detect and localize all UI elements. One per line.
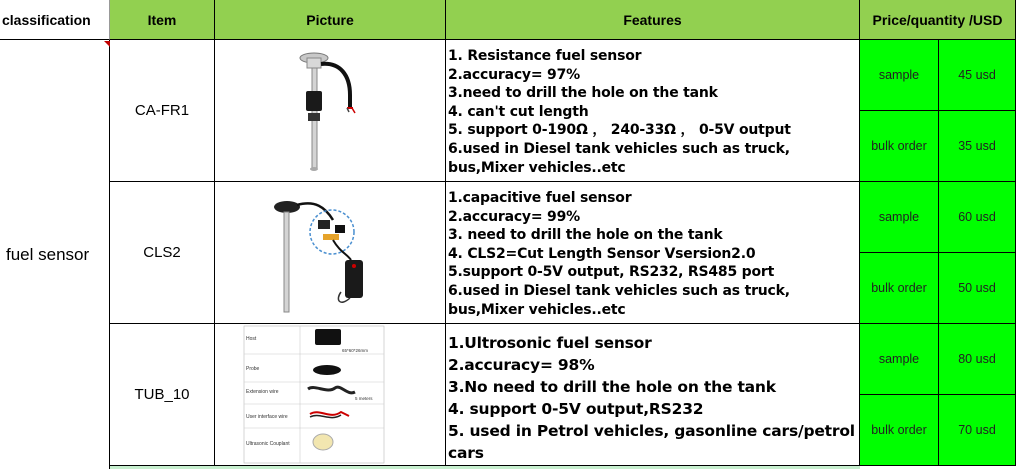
classification-label: fuel sensor	[6, 244, 90, 264]
feature-line: 5.support 0-5V output, RS232, RS485 port	[448, 264, 775, 281]
feature-line: 1. Resistance fuel sensor	[448, 48, 642, 64]
price-label-bulk: bulk order	[860, 395, 939, 466]
feature-line: 4. CLS2=Cut Length Sensor Vsersion2.0	[448, 245, 756, 262]
feature-line: 3.need to drill the hole on the tank	[448, 85, 718, 102]
kit-label-size: 65*60*26mm	[342, 348, 369, 353]
header-features: Features	[446, 0, 860, 40]
ultrasonic-kit-image	[215, 324, 445, 465]
feature-line: 6.used in Diesel tank vehicles such as truck, bus,Mixer vehicles..etc	[448, 282, 790, 318]
price-value-bulk: 50 usd	[939, 253, 1016, 324]
price-label-sample: sample	[860, 40, 939, 111]
features-tub10	[446, 324, 860, 466]
price-label-bulk: bulk order	[860, 111, 939, 182]
features-ca-fr1	[446, 40, 860, 182]
item-name: TUB_10	[134, 386, 190, 403]
price-value-sample: 45 usd	[939, 40, 1016, 111]
picture-cls2	[215, 182, 446, 324]
header-classification: classification	[0, 0, 110, 40]
item-cell-tub10	[110, 324, 215, 466]
feature-line: 5. support 0-190Ω ， 240-33Ω ， 0-5V output	[448, 122, 791, 139]
picture-tub10	[215, 324, 446, 466]
bottom-row-strip	[110, 465, 860, 469]
kit-label-extension: Extension wire	[246, 389, 279, 395]
features-cls2	[446, 182, 860, 324]
item-cell-cls2	[110, 182, 215, 324]
header-item: Item	[110, 0, 215, 40]
price-value-sample: 60 usd	[939, 182, 1016, 253]
header-price: Price/quantity /USD	[860, 0, 1016, 40]
feature-line: 2.accuracy= 98%	[448, 356, 595, 374]
feature-line: 2.accuracy= 97%	[448, 66, 580, 83]
price-value-bulk: 70 usd	[939, 395, 1016, 466]
price-label-sample: sample	[860, 182, 939, 253]
header-picture: Picture	[215, 0, 446, 40]
resistance-sensor-image	[215, 40, 445, 181]
feature-line: 3.No need to drill the hole on the tank	[448, 378, 776, 396]
feature-line: 3. need to drill the hole on the tank	[448, 227, 723, 244]
price-label-bulk: bulk order	[860, 253, 939, 324]
price-label-sample: sample	[860, 324, 939, 395]
kit-label-length: 5 meters	[355, 396, 373, 401]
item-name: CLS2	[143, 244, 181, 261]
item-name: CA-FR1	[134, 102, 190, 119]
kit-label-host: Host	[246, 336, 257, 342]
item-cell-ca-fr1	[110, 40, 215, 182]
kit-label-interface: User interface wire	[246, 414, 288, 420]
feature-line: 4. support 0-5V output,RS232	[448, 400, 704, 418]
price-value-sample: 80 usd	[939, 324, 1016, 395]
picture-ca-fr1	[215, 40, 446, 182]
feature-line: 1.capacitive fuel sensor	[448, 190, 632, 206]
feature-line: 2.accuracy= 99%	[448, 208, 580, 225]
classification-cell	[0, 40, 110, 469]
feature-line: 5. used in Petrol vehicles, gasonline cars/petrol cars	[448, 422, 855, 462]
price-value-bulk: 35 usd	[939, 111, 1016, 182]
feature-line: 6.used in Diesel tank vehicles such as truck, bus,Mixer vehicles..etc	[448, 140, 790, 176]
feature-line: 1.Ultrosonic fuel sensor	[448, 334, 652, 352]
kit-label-couplant: Ultrasonic Couplant	[246, 441, 290, 447]
kit-label-probe: Probe	[246, 366, 260, 372]
capacitive-sensor-image	[215, 182, 445, 323]
feature-line: 4. can't cut length	[448, 103, 589, 120]
